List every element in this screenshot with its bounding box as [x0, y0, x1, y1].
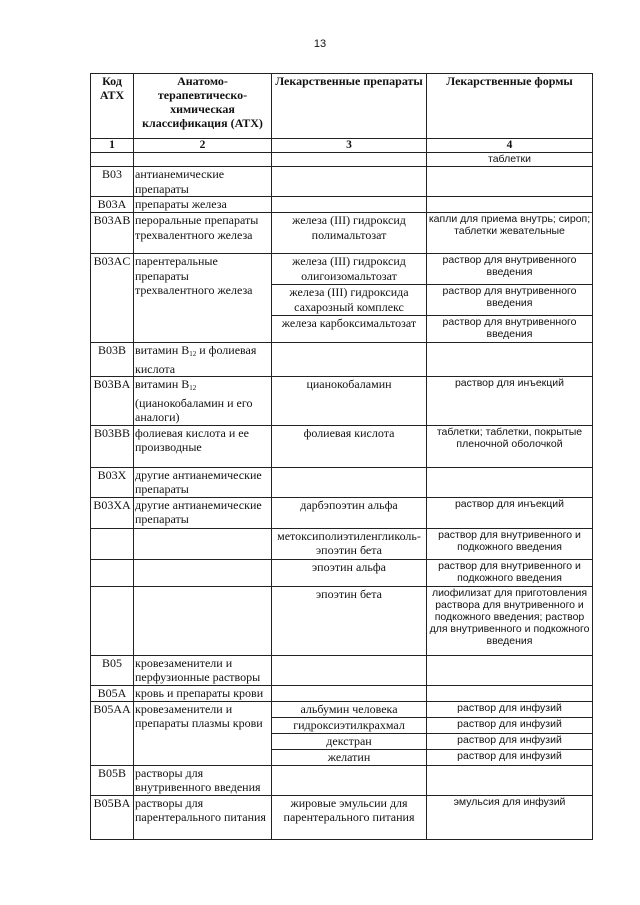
dosage-form-cell: раствор для внутривенного введения [427, 285, 593, 316]
dosage-form-cell: раствор для инфузий [427, 733, 593, 749]
page-number: 13 [313, 38, 327, 50]
header-row [91, 74, 593, 139]
drug-cell: эпоэтин альфа [272, 559, 427, 586]
classification-text: (цианокобаламин и его аналоги) [135, 395, 253, 424]
classification-text: витамин B [135, 377, 190, 391]
drug-cell [272, 153, 427, 167]
drug-cell: дарбэпоэтин альфа [272, 497, 427, 528]
atc-code-cell [91, 559, 134, 586]
drug-cell [272, 467, 427, 497]
dosage-form-cell: раствор для внутривенного и подкожного введения [427, 559, 593, 586]
atc-code-cell: B03XA [91, 497, 134, 528]
table-row [91, 655, 593, 685]
classification-cell [134, 586, 272, 655]
classification-cell [134, 528, 272, 559]
classification-cell: парентеральные препараты трехвалентного железа [134, 254, 272, 343]
header-dosage-forms: Лекарственные формы [427, 74, 593, 139]
dosage-form-cell: раствор для внутривенного и подкожного введения [427, 528, 593, 559]
drug-cell: железа (III) гидроксида сахарозный комплекс [272, 285, 427, 316]
atc-code-cell: B03BA [91, 377, 134, 426]
drug-cell: жировые эмульсии для парентерального питания [272, 795, 427, 839]
drug-cell [272, 167, 427, 197]
drug-cell: желатин [272, 749, 427, 765]
drug-cell: эпоэтин бета [272, 586, 427, 655]
drug-cell: декстран [272, 733, 427, 749]
atc-drug-table [90, 73, 593, 840]
table-row [91, 701, 593, 717]
atc-code-cell: B05A [91, 685, 134, 701]
atc-code-cell [91, 153, 134, 167]
classification-cell [134, 377, 272, 426]
dosage-form-cell: раствор для инфузий [427, 717, 593, 733]
classification-text: витамин B [135, 343, 190, 357]
classification-cell: препараты железа [134, 197, 272, 213]
dosage-form-cell [427, 655, 593, 685]
dosage-form-cell: эмульсия для инфузий [427, 795, 593, 839]
drug-cell [272, 655, 427, 685]
drug-cell: железа карбоксимальтозат [272, 316, 427, 343]
atc-code-cell: B03AC [91, 254, 134, 343]
classification-cell [134, 343, 272, 377]
dosage-form-cell: таблетки; таблетки, покрытые пленочной оболочкой [427, 425, 593, 467]
classification-cell: фолиевая кислота и ее производные [134, 425, 272, 467]
dosage-form-cell: лиофилизат для приготовления раствора для внутривенного и подкожного введения; раствор для внутривенного и подкожного введения [427, 586, 593, 655]
atc-code-cell: B03B [91, 343, 134, 377]
table-row [91, 167, 593, 197]
dosage-form-cell: раствор для инфузий [427, 749, 593, 765]
drug-cell [272, 343, 427, 377]
drug-cell: альбумин человека [272, 701, 427, 717]
table-row [91, 497, 593, 528]
dosage-form-cell: капли для приема внутрь; сироп; таблетки жевательные [427, 213, 593, 254]
column-number: 3 [272, 139, 427, 153]
dosage-form-cell [427, 343, 593, 377]
table-row [91, 197, 593, 213]
atc-code-cell: B05BA [91, 795, 134, 839]
drug-cell: цианокобаламин [272, 377, 427, 426]
table-row [91, 343, 593, 377]
drug-cell: гидроксиэтилкрахмал [272, 717, 427, 733]
classification-text: и фолиевая кислота [135, 343, 257, 376]
classification-cell: кровезаменители и препараты плазмы крови [134, 701, 272, 765]
drug-cell: железа (III) гидроксид полимальтозат [272, 213, 427, 254]
dosage-form-cell: раствор для инъекций [427, 497, 593, 528]
dosage-form-cell: раствор для инфузий [427, 701, 593, 717]
column-number: 1 [91, 139, 134, 153]
atc-code-cell: B05 [91, 655, 134, 685]
classification-cell: другие антианемические препараты [134, 497, 272, 528]
classification-cell: растворы для внутривенного введения [134, 765, 272, 795]
classification-cell: другие антианемические препараты [134, 467, 272, 497]
classification-cell [134, 559, 272, 586]
drug-cell [272, 197, 427, 213]
table-row [91, 586, 593, 655]
dosage-form-cell: раствор для внутривенного введения [427, 254, 593, 285]
classification-cell: антианемические препараты [134, 167, 272, 197]
atc-code-cell: B03A [91, 197, 134, 213]
atc-code-cell: B03X [91, 467, 134, 497]
drug-cell: метоксиполиэтиленгликоль-эпоэтин бета [272, 528, 427, 559]
dosage-form-cell: раствор для инъекций [427, 377, 593, 426]
table-row [91, 559, 593, 586]
header-atc-code: Код АТХ [91, 74, 134, 139]
table-row [91, 254, 593, 285]
dosage-form-cell [427, 167, 593, 197]
atc-code-cell: B03BB [91, 425, 134, 467]
column-number: 2 [134, 139, 272, 153]
subscript: 12 [189, 384, 197, 392]
drug-cell [272, 765, 427, 795]
atc-code-cell: B03AB [91, 213, 134, 254]
classification-cell: растворы для парентерального питания [134, 795, 272, 839]
dosage-form-cell [427, 467, 593, 497]
table-row [91, 467, 593, 497]
atc-code-cell: B05B [91, 765, 134, 795]
drug-cell: железа (III) гидроксид олигоизомальтозат [272, 254, 427, 285]
subscript: 12 [189, 350, 197, 358]
table-row [91, 425, 593, 467]
classification-cell: пероральные препараты трехвалентного железа [134, 213, 272, 254]
table-row [91, 765, 593, 795]
column-number: 4 [427, 139, 593, 153]
dosage-form-cell [427, 197, 593, 213]
table-row [91, 213, 593, 254]
table-row [91, 528, 593, 559]
table-row [91, 153, 593, 167]
table-row [91, 377, 593, 426]
header-atc-classification: Анатомо-терапевтическо-химическая классификация (АТХ) [134, 74, 272, 139]
classification-cell: кровь и препараты крови [134, 685, 272, 701]
drug-cell: фолиевая кислота [272, 425, 427, 467]
atc-code-cell [91, 586, 134, 655]
atc-code-cell: B05AA [91, 701, 134, 765]
atc-code-cell [91, 528, 134, 559]
dosage-form-cell: раствор для внутривенного введения [427, 316, 593, 343]
header-drugs: Лекарственные препараты [272, 74, 427, 139]
drug-cell [272, 685, 427, 701]
table-row [91, 685, 593, 701]
dosage-form-cell [427, 685, 593, 701]
dosage-form-cell [427, 765, 593, 795]
classification-cell: кровезаменители и перфузионные растворы [134, 655, 272, 685]
classification-cell [134, 153, 272, 167]
column-number-row [91, 139, 593, 153]
dosage-form-cell: таблетки [427, 153, 593, 167]
atc-code-cell: B03 [91, 167, 134, 197]
table-row [91, 795, 593, 839]
